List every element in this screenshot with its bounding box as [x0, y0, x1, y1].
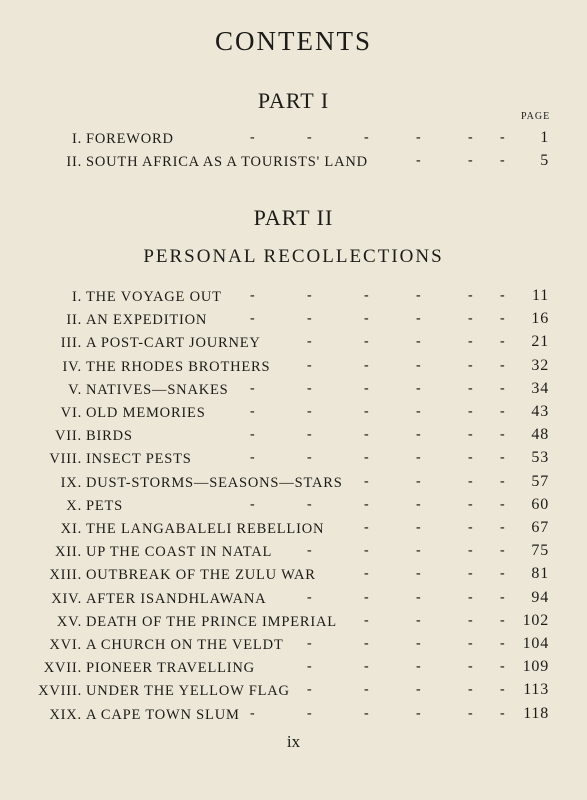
- leader-dash: -: [416, 520, 422, 535]
- chapter-page-number: 113: [523, 681, 549, 699]
- leader-dash: -: [500, 380, 506, 396]
- leader-dash: -: [500, 288, 506, 303]
- toc-entry: [0, 128, 587, 151]
- contents-heading: CONTENTS: [215, 26, 372, 56]
- toc-entry: [0, 518, 587, 541]
- leader-dash: -: [416, 334, 422, 350]
- leader-dash: -: [250, 427, 256, 443]
- toc-entry: [0, 151, 587, 174]
- chapter-page-number: 1: [540, 129, 549, 146]
- leader-dash: -: [307, 496, 313, 512]
- leader-dash: -: [468, 288, 474, 303]
- chapter-page-number: 43: [531, 403, 549, 420]
- chapter-title: A POST-CART JOURNEY: [86, 335, 261, 352]
- leader-dash: -: [500, 496, 506, 512]
- part-one-title: PART I: [257, 88, 330, 113]
- leader-dash: -: [307, 705, 313, 721]
- chapter-title: OLD MEMORIES: [86, 405, 206, 421]
- leader-dash: -: [307, 288, 313, 303]
- chapter-number: IV.: [62, 358, 82, 375]
- leader-dash: -: [500, 334, 506, 350]
- chapter-title: FOREWORD: [86, 131, 174, 147]
- chapter-number: XII.: [55, 544, 82, 561]
- leader-dash: -: [468, 357, 474, 373]
- chapter-title: BIRDS: [86, 428, 133, 445]
- chapter-number: XV.: [56, 613, 82, 630]
- chapter-page-number: 75: [531, 542, 549, 560]
- toc-entry: [0, 588, 587, 611]
- chapter-number: XIV.: [51, 590, 82, 607]
- toc-entry: [0, 356, 587, 379]
- leader-dash: -: [307, 334, 313, 350]
- chapter-number: II.: [66, 154, 82, 171]
- chapter-page-number: 60: [531, 495, 549, 513]
- leader-dash: -: [500, 612, 506, 628]
- chapter-title: PETS: [86, 497, 124, 514]
- leader-dash: -: [416, 543, 422, 559]
- chapter-number: I.: [71, 131, 82, 147]
- leader-dash: -: [416, 682, 422, 698]
- chapter-page-number: 81: [531, 565, 549, 583]
- leader-dash: -: [500, 636, 506, 651]
- leader-dash: -: [364, 659, 370, 675]
- leader-dash: -: [468, 450, 474, 466]
- leader-dash: -: [307, 357, 313, 373]
- toc-entry: [0, 286, 587, 309]
- leader-dash: -: [500, 543, 506, 559]
- leader-dash: -: [416, 288, 422, 303]
- leader-dash: -: [468, 589, 474, 605]
- part-two-subtitle: PERSONAL RECOLLECTIONS: [143, 246, 444, 267]
- leader-dash: -: [364, 612, 370, 628]
- leader-dash: -: [500, 153, 506, 169]
- chapter-page-number: 48: [531, 426, 549, 444]
- toc-entry: [0, 657, 587, 680]
- leader-dash: -: [416, 380, 422, 396]
- chapter-page-number: 109: [522, 658, 549, 676]
- chapter-page-number: 118: [523, 704, 549, 722]
- chapter-page-number: 104: [522, 635, 549, 652]
- toc-entry: [0, 472, 587, 495]
- leader-dash: -: [468, 682, 474, 698]
- chapter-page-number: 53: [531, 449, 549, 467]
- leader-dash: -: [364, 450, 370, 466]
- chapter-title: THE RHODES BROTHERS: [86, 358, 271, 375]
- leader-dash: -: [416, 636, 422, 651]
- leader-dash: -: [364, 357, 370, 373]
- toc-entry: [0, 680, 587, 703]
- leader-dash: -: [416, 427, 422, 443]
- leader-dash: -: [364, 566, 370, 582]
- leader-dash: -: [500, 705, 506, 721]
- toc-entry: [0, 332, 587, 355]
- leader-dash: -: [468, 612, 474, 628]
- leader-dash: -: [250, 450, 256, 466]
- leader-dash: -: [468, 334, 474, 350]
- chapter-page-number: 16: [531, 310, 549, 328]
- toc-entry: [0, 564, 587, 587]
- leader-dash: -: [468, 543, 474, 559]
- leader-dash: -: [307, 659, 313, 675]
- chapter-number: VI.: [60, 405, 82, 421]
- leader-dash: -: [416, 404, 422, 419]
- toc-entry: [0, 611, 587, 634]
- leader-dash: -: [468, 705, 474, 721]
- leader-dash: -: [500, 450, 506, 466]
- leader-dash: -: [250, 130, 256, 145]
- toc-entry: [0, 402, 587, 425]
- chapter-title: NATIVES—SNAKES: [86, 381, 229, 398]
- chapter-number: II.: [66, 312, 82, 329]
- page-folio: ix: [286, 732, 301, 751]
- chapter-title: THE LANGABALELI REBELLION: [86, 521, 325, 537]
- leader-dash: -: [416, 450, 422, 466]
- leader-dash: -: [468, 427, 474, 443]
- leader-dash: -: [500, 427, 506, 443]
- chapter-title: DUST-STORMS—SEASONS—STARS: [86, 474, 343, 491]
- leader-dash: -: [468, 520, 474, 535]
- leader-dash: -: [416, 612, 422, 628]
- leader-dash: -: [307, 380, 313, 396]
- leader-dash: -: [250, 496, 256, 512]
- chapter-number: X.: [66, 497, 82, 514]
- leader-dash: -: [468, 496, 474, 512]
- leader-dash: -: [307, 427, 313, 443]
- toc-entry: [0, 309, 587, 332]
- chapter-title: DEATH OF THE PRINCE IMPERIAL: [86, 613, 337, 630]
- chapter-page-number: 94: [531, 588, 549, 606]
- chapter-number: XIII.: [49, 567, 82, 584]
- leader-dash: -: [416, 589, 422, 605]
- leader-dash: -: [307, 311, 313, 327]
- toc-entry: [0, 495, 587, 518]
- leader-dash: -: [364, 543, 370, 559]
- leader-dash: -: [307, 589, 313, 605]
- leader-dash: -: [364, 520, 370, 535]
- leader-dash: -: [364, 473, 370, 489]
- leader-dash: -: [364, 496, 370, 512]
- leader-dash: -: [468, 473, 474, 489]
- leader-dash: -: [364, 705, 370, 721]
- leader-dash: -: [307, 636, 313, 651]
- leader-dash: -: [416, 566, 422, 582]
- leader-dash: -: [500, 357, 506, 373]
- leader-dash: -: [468, 566, 474, 582]
- leader-dash: -: [500, 589, 506, 605]
- leader-dash: -: [364, 589, 370, 605]
- leader-dash: -: [416, 357, 422, 373]
- leader-dash: -: [364, 427, 370, 443]
- leader-dash: -: [364, 311, 370, 327]
- leader-dash: -: [500, 130, 506, 145]
- chapter-number: IX.: [60, 474, 82, 491]
- leader-dash: -: [416, 659, 422, 675]
- part-two-title: PART II: [253, 205, 334, 230]
- leader-dash: -: [364, 380, 370, 396]
- chapter-page-number: 57: [531, 472, 549, 490]
- leader-dash: -: [364, 334, 370, 350]
- chapter-number: XIX.: [49, 706, 82, 723]
- chapter-title: UP THE COAST IN NATAL: [86, 544, 273, 561]
- chapter-number: XVIII.: [38, 683, 82, 700]
- chapter-title: A CAPE TOWN SLUM: [86, 706, 240, 723]
- toc-entry: [0, 704, 587, 727]
- leader-dash: -: [500, 404, 506, 419]
- chapter-number: III.: [60, 335, 82, 352]
- leader-dash: -: [416, 473, 422, 489]
- chapter-number: VIII.: [49, 451, 82, 468]
- toc-entry: [0, 541, 587, 564]
- leader-dash: -: [468, 636, 474, 651]
- leader-dash: -: [500, 311, 506, 327]
- leader-dash: -: [364, 682, 370, 698]
- leader-dash: -: [500, 682, 506, 698]
- leader-dash: -: [307, 404, 313, 419]
- leader-dash: -: [468, 404, 474, 419]
- chapter-number: I.: [71, 289, 82, 305]
- chapter-title: INSECT PESTS: [86, 451, 192, 468]
- toc-entry: [0, 448, 587, 471]
- leader-dash: -: [500, 520, 506, 535]
- leader-dash: -: [468, 380, 474, 396]
- leader-dash: -: [416, 153, 422, 169]
- leader-dash: -: [250, 705, 256, 721]
- chapter-title: AN EXPEDITION: [86, 312, 208, 329]
- chapter-page-number: 102: [522, 611, 549, 629]
- chapter-title: SOUTH AFRICA AS A TOURISTS' LAND: [86, 154, 368, 171]
- leader-dash: -: [307, 130, 313, 145]
- chapter-title: UNDER THE YELLOW FLAG: [86, 683, 290, 700]
- chapter-title: OUTBREAK OF THE ZULU WAR: [86, 567, 316, 584]
- leader-dash: -: [500, 473, 506, 489]
- leader-dash: -: [250, 288, 256, 303]
- leader-dash: -: [364, 636, 370, 651]
- chapter-page-number: 34: [531, 379, 549, 397]
- leader-dash: -: [416, 311, 422, 327]
- toc-entry: [0, 379, 587, 402]
- chapter-number: XVI.: [49, 637, 82, 653]
- leader-dash: -: [416, 130, 422, 145]
- chapter-title: PIONEER TRAVELLING: [86, 660, 255, 677]
- leader-dash: -: [307, 543, 313, 559]
- leader-dash: -: [364, 130, 370, 145]
- leader-dash: -: [468, 659, 474, 675]
- leader-dash: -: [364, 404, 370, 419]
- chapter-number: V.: [68, 381, 82, 398]
- leader-dash: -: [416, 705, 422, 721]
- leader-dash: -: [364, 288, 370, 303]
- chapter-number: XVII.: [43, 660, 82, 677]
- chapter-page-number: 5: [540, 152, 549, 170]
- chapter-page-number: 67: [531, 519, 549, 536]
- chapter-number: XI.: [60, 521, 82, 537]
- leader-dash: -: [416, 496, 422, 512]
- chapter-title: THE VOYAGE OUT: [86, 289, 222, 305]
- chapter-page-number: 32: [531, 356, 549, 374]
- chapter-number: VII.: [55, 428, 82, 445]
- chapter-page-number: 21: [531, 333, 549, 351]
- toc-entry: [0, 425, 587, 448]
- leader-dash: -: [468, 311, 474, 327]
- toc-entry: [0, 634, 587, 657]
- leader-dash: -: [250, 404, 256, 419]
- leader-dash: -: [250, 380, 256, 396]
- leader-dash: -: [468, 153, 474, 169]
- chapter-title: A CHURCH ON THE VELDT: [86, 637, 284, 653]
- leader-dash: -: [250, 311, 256, 327]
- leader-dash: -: [307, 450, 313, 466]
- leader-dash: -: [468, 130, 474, 145]
- leader-dash: -: [307, 682, 313, 698]
- leader-dash: -: [500, 659, 506, 675]
- chapter-page-number: 11: [531, 287, 549, 304]
- leader-dash: -: [500, 566, 506, 582]
- chapter-title: AFTER ISANDHLAWANA: [86, 590, 267, 607]
- page-column-label: PAGE: [521, 111, 551, 122]
